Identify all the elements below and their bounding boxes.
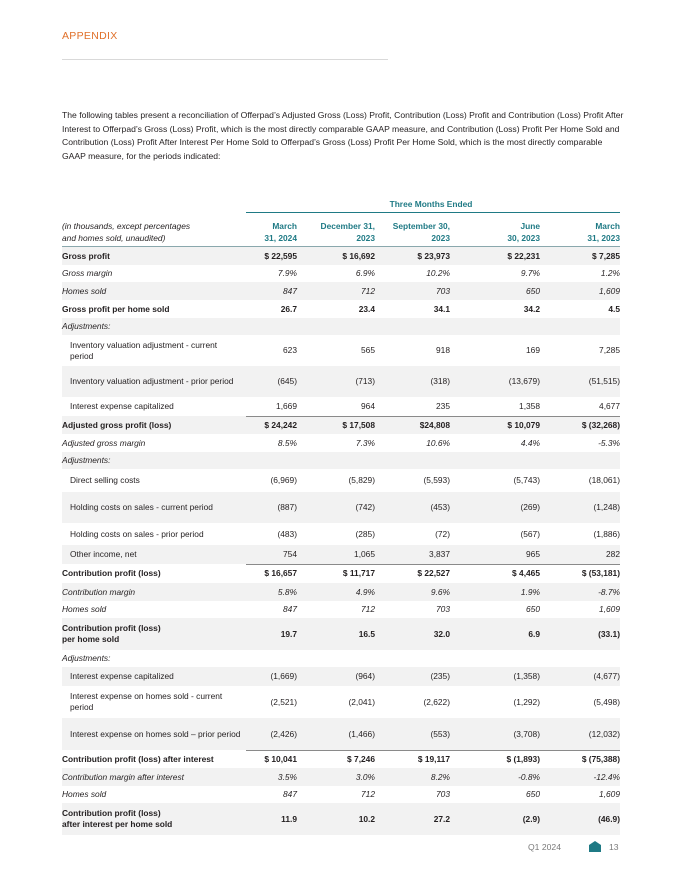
row-value: 1,609 bbox=[599, 604, 620, 614]
row-label: Interest expense on homes sold - current period bbox=[70, 691, 223, 712]
table-row bbox=[62, 718, 620, 750]
column-header-line: March bbox=[595, 221, 620, 231]
row-value: (5,829) bbox=[348, 475, 375, 485]
row-value: $ (1,893) bbox=[506, 753, 540, 764]
row-value: 9.6% bbox=[430, 586, 450, 597]
row-label: Adjusted gross margin bbox=[62, 437, 146, 448]
row-value: 847 bbox=[283, 789, 297, 799]
row-value: (33.1) bbox=[598, 628, 620, 639]
row-label: Gross profit per home sold bbox=[62, 303, 170, 314]
section-label: APPENDIX bbox=[62, 30, 118, 42]
row-value: (5,743) bbox=[513, 475, 540, 485]
row-value: 19.7 bbox=[280, 628, 297, 639]
page-number: 13 bbox=[609, 842, 619, 852]
row-label: Gross profit bbox=[62, 250, 110, 261]
row-label: Adjustments: bbox=[62, 455, 111, 465]
description-header-line: (in thousands, except percentages bbox=[62, 221, 191, 231]
row-value: 5.8% bbox=[277, 586, 297, 597]
table-row bbox=[62, 601, 620, 618]
row-value: (72) bbox=[435, 528, 450, 539]
top-divider bbox=[62, 59, 388, 60]
row-value: $ 22,231 bbox=[507, 250, 540, 261]
table-row bbox=[62, 366, 620, 397]
column-header-line: December 31, bbox=[320, 221, 375, 231]
table-row bbox=[62, 434, 620, 452]
row-value: (6,969) bbox=[270, 475, 297, 485]
column-header-line: 2023 bbox=[356, 233, 375, 243]
row-value: 32.0 bbox=[433, 628, 450, 639]
row-value: (553) bbox=[430, 728, 450, 739]
row-value: $ 7,246 bbox=[347, 753, 375, 764]
table-row bbox=[62, 469, 620, 492]
row-value: $ 22,527 bbox=[417, 568, 450, 578]
row-value: -5.3% bbox=[598, 437, 620, 448]
row-value: 3,837 bbox=[429, 549, 450, 559]
row-value: (742) bbox=[355, 502, 375, 512]
row-value: $ 7,285 bbox=[592, 250, 620, 261]
row-value: (46.9) bbox=[598, 813, 620, 824]
row-label: Contribution profit (loss) bbox=[62, 568, 161, 578]
column-header-mar-2023 bbox=[560, 220, 620, 246]
row-value: (1,358) bbox=[513, 671, 540, 681]
table-row bbox=[62, 618, 620, 650]
row-value: 918 bbox=[436, 345, 450, 355]
row-value: (4,677) bbox=[593, 671, 620, 681]
row-value: $ (75,388) bbox=[581, 753, 620, 764]
table-row bbox=[62, 282, 620, 300]
row-value: 7.9% bbox=[277, 268, 297, 278]
column-header-line: June bbox=[520, 221, 540, 231]
row-value: $ 17,508 bbox=[342, 419, 375, 430]
row-value: $ 23,973 bbox=[417, 250, 450, 261]
row-label: Other income, net bbox=[70, 549, 137, 559]
row-value: 11.9 bbox=[281, 813, 297, 824]
row-value: $ 22,595 bbox=[264, 250, 297, 261]
row-value: $ (53,181) bbox=[581, 568, 620, 578]
row-value: 712 bbox=[361, 789, 375, 799]
table-row bbox=[62, 247, 620, 265]
row-label: Inventory valuation adjustment - current period bbox=[70, 339, 218, 361]
row-value: $ 24,242 bbox=[264, 419, 297, 430]
row-value: 16.5 bbox=[358, 628, 375, 639]
row-value: (2,041) bbox=[348, 696, 375, 707]
row-value: 847 bbox=[283, 604, 297, 614]
row-value: 10.2 bbox=[358, 813, 375, 824]
row-value: 1,065 bbox=[354, 549, 375, 559]
row-value: (2,622) bbox=[423, 696, 450, 707]
row-value: $ 16,657 bbox=[264, 568, 297, 578]
row-value: 703 bbox=[436, 789, 450, 799]
table-row bbox=[62, 650, 620, 667]
row-value: (887) bbox=[277, 502, 297, 512]
row-value: 23.4 bbox=[358, 303, 375, 314]
row-label: Direct selling costs bbox=[70, 475, 140, 485]
row-value: $ 4,465 bbox=[512, 568, 540, 578]
row-value: 169 bbox=[526, 345, 540, 355]
row-value: 27.2 bbox=[433, 813, 450, 824]
row-value: 8.2% bbox=[430, 771, 450, 782]
column-header-line: September 30, bbox=[392, 221, 450, 231]
row-value: 712 bbox=[361, 604, 375, 614]
row-value: -0.8% bbox=[518, 771, 540, 782]
row-value: -8.7% bbox=[598, 586, 620, 597]
table-row bbox=[62, 545, 620, 564]
column-header-line: 31, 2023 bbox=[587, 233, 620, 243]
row-value: 754 bbox=[283, 549, 297, 559]
row-value: 1,358 bbox=[519, 401, 540, 411]
row-value: 7,285 bbox=[599, 345, 620, 355]
row-value: (5,593) bbox=[423, 475, 450, 485]
row-value: (1,466) bbox=[348, 728, 375, 739]
table-row bbox=[62, 318, 620, 335]
column-header-line: March bbox=[272, 221, 297, 231]
row-value: $ 10,041 bbox=[264, 753, 297, 764]
column-header-mar-2024 bbox=[237, 220, 297, 246]
row-label: Contribution profit (loss) after interest per home sold bbox=[62, 808, 173, 829]
row-value: 703 bbox=[436, 604, 450, 614]
row-value: (567) bbox=[520, 528, 540, 539]
row-value: 1.2% bbox=[600, 268, 620, 278]
table-body bbox=[62, 247, 620, 835]
table-row bbox=[62, 667, 620, 686]
row-value: 235 bbox=[436, 401, 450, 411]
column-header-jun-2023 bbox=[480, 220, 540, 246]
row-value: $24,808 bbox=[419, 419, 450, 430]
row-value: 712 bbox=[361, 285, 375, 296]
row-value: $ 10,079 bbox=[507, 419, 540, 430]
row-label: Contribution profit (loss) after interest bbox=[62, 753, 214, 764]
row-label: Homes sold bbox=[62, 604, 107, 614]
row-label: Homes sold bbox=[62, 285, 107, 296]
row-value: (483) bbox=[277, 528, 297, 539]
row-value: $ 11,717 bbox=[342, 568, 375, 578]
row-value: -12.4% bbox=[593, 771, 620, 782]
row-label: Interest expense on homes sold – prior period bbox=[70, 728, 241, 739]
row-label: Contribution margin bbox=[62, 586, 136, 597]
table-row bbox=[62, 397, 620, 416]
row-value: 1,609 bbox=[599, 789, 620, 799]
row-value: 6.9% bbox=[355, 268, 375, 278]
row-value: 7.3% bbox=[355, 437, 375, 448]
row-value: 3.5% bbox=[277, 771, 297, 782]
footer-period: Q1 2024 bbox=[528, 842, 561, 852]
column-header-dec-2023 bbox=[315, 220, 375, 246]
row-value: 965 bbox=[526, 549, 540, 559]
row-value: 565 bbox=[361, 345, 375, 355]
row-label: Inventory valuation adjustment - prior period bbox=[70, 376, 234, 386]
row-value: (318) bbox=[430, 376, 450, 386]
row-value: (18,061) bbox=[588, 475, 620, 485]
row-value: (1,292) bbox=[513, 696, 540, 707]
row-value: (1,886) bbox=[593, 528, 620, 539]
table-row bbox=[62, 523, 620, 545]
row-value: 282 bbox=[606, 549, 620, 559]
row-value: 650 bbox=[526, 604, 540, 614]
row-value: 3.0% bbox=[355, 771, 375, 782]
row-value: 1,669 bbox=[276, 401, 297, 411]
row-value: 26.7 bbox=[280, 303, 297, 314]
row-value: (1,669) bbox=[270, 671, 297, 681]
column-header-line: 30, 2023 bbox=[507, 233, 540, 243]
row-value: 964 bbox=[361, 401, 375, 411]
row-value: (713) bbox=[355, 376, 375, 386]
row-value: (3,708) bbox=[513, 728, 540, 739]
row-value: (1,248) bbox=[593, 502, 620, 512]
row-value: 650 bbox=[526, 789, 540, 799]
row-label: Homes sold bbox=[62, 789, 107, 799]
row-value: 1.9% bbox=[520, 586, 540, 597]
row-label: Interest expense capitalized bbox=[70, 401, 174, 411]
row-value: 4,677 bbox=[599, 401, 620, 411]
row-value: (645) bbox=[277, 376, 297, 386]
table-row bbox=[62, 564, 620, 583]
row-label: Holding costs on sales - current period bbox=[70, 502, 213, 512]
row-value: (235) bbox=[430, 671, 450, 681]
row-value: $ (32,268) bbox=[581, 419, 620, 430]
row-value: (2,521) bbox=[270, 696, 297, 707]
row-value: $ 16,692 bbox=[342, 250, 375, 261]
row-value: 6.9 bbox=[528, 628, 540, 639]
intro-paragraph: The following tables present a reconciliation of Offerpad’s Adjusted Gross (Loss) Profit, Contribution (Loss) Profit and Contribution (Loss) Profit After Interest to Offerpad’s Gross (Loss) Profit, which is the most directly comparable GAAP measure, and Contribution (Loss) Profit Per Home Sold and Contribution (Loss) Profit After Interest Per Home Sold to Offerpad’s Gross (Loss) Profit Per Home Sold, which is the most directly comparable GAAP measure, for the periods indicated: bbox=[62, 110, 624, 161]
row-label: Gross margin bbox=[62, 268, 113, 278]
period-header: Three Months Ended bbox=[389, 199, 473, 209]
row-value: 1,609 bbox=[599, 285, 620, 296]
row-value: $ 19,117 bbox=[417, 753, 450, 764]
row-value: 34.2 bbox=[523, 303, 540, 314]
row-label: Adjustments: bbox=[62, 653, 111, 663]
period-divider bbox=[246, 212, 620, 213]
table-row bbox=[62, 335, 620, 366]
table-row bbox=[62, 786, 620, 803]
description-header-line: and homes sold, unaudited) bbox=[62, 233, 166, 243]
row-value: (269) bbox=[520, 502, 540, 512]
row-value: (12,032) bbox=[588, 728, 620, 739]
row-value: (2,426) bbox=[270, 728, 297, 739]
row-value: 10.2% bbox=[426, 268, 450, 278]
row-label: Adjustments: bbox=[62, 321, 111, 331]
table-row bbox=[62, 803, 620, 835]
row-value: 8.5% bbox=[277, 437, 297, 448]
table-row bbox=[62, 416, 620, 434]
row-value: (51,515) bbox=[588, 376, 620, 386]
row-value: 4.9% bbox=[355, 586, 375, 597]
row-value: 4.5 bbox=[608, 303, 620, 314]
house-icon bbox=[589, 841, 601, 852]
table-row bbox=[62, 768, 620, 786]
row-value: 34.1 bbox=[433, 303, 450, 314]
table-row bbox=[62, 583, 620, 601]
table-row bbox=[62, 452, 620, 469]
description-header bbox=[62, 220, 242, 246]
row-value: (13,679) bbox=[508, 376, 540, 386]
table-row bbox=[62, 300, 620, 318]
row-value: 4.4% bbox=[520, 437, 540, 448]
table-row bbox=[62, 750, 620, 768]
row-value: (453) bbox=[430, 502, 450, 512]
column-header-line: 2023 bbox=[431, 233, 450, 243]
table-row bbox=[62, 686, 620, 718]
row-label: Contribution margin after interest bbox=[62, 771, 184, 782]
row-value: 650 bbox=[526, 285, 540, 296]
row-value: 10.6% bbox=[426, 437, 450, 448]
column-header-sep-2023 bbox=[390, 220, 450, 246]
table-row bbox=[62, 492, 620, 523]
row-value: 623 bbox=[283, 345, 297, 355]
table-row bbox=[62, 265, 620, 282]
row-label: Holding costs on sales - prior period bbox=[70, 528, 204, 539]
row-value: (5,498) bbox=[593, 696, 620, 707]
row-label: Adjusted gross profit (loss) bbox=[62, 419, 172, 430]
row-value: 703 bbox=[436, 285, 450, 296]
row-value: 847 bbox=[283, 285, 297, 296]
column-header-line: 31, 2024 bbox=[264, 233, 297, 243]
row-value: (2.9) bbox=[522, 813, 540, 824]
row-value: (285) bbox=[355, 528, 375, 539]
row-value: 9.7% bbox=[520, 268, 540, 278]
row-label: Contribution profit (loss) per home sold bbox=[62, 623, 161, 644]
row-value: (964) bbox=[355, 671, 375, 681]
row-label: Interest expense capitalized bbox=[70, 671, 174, 681]
